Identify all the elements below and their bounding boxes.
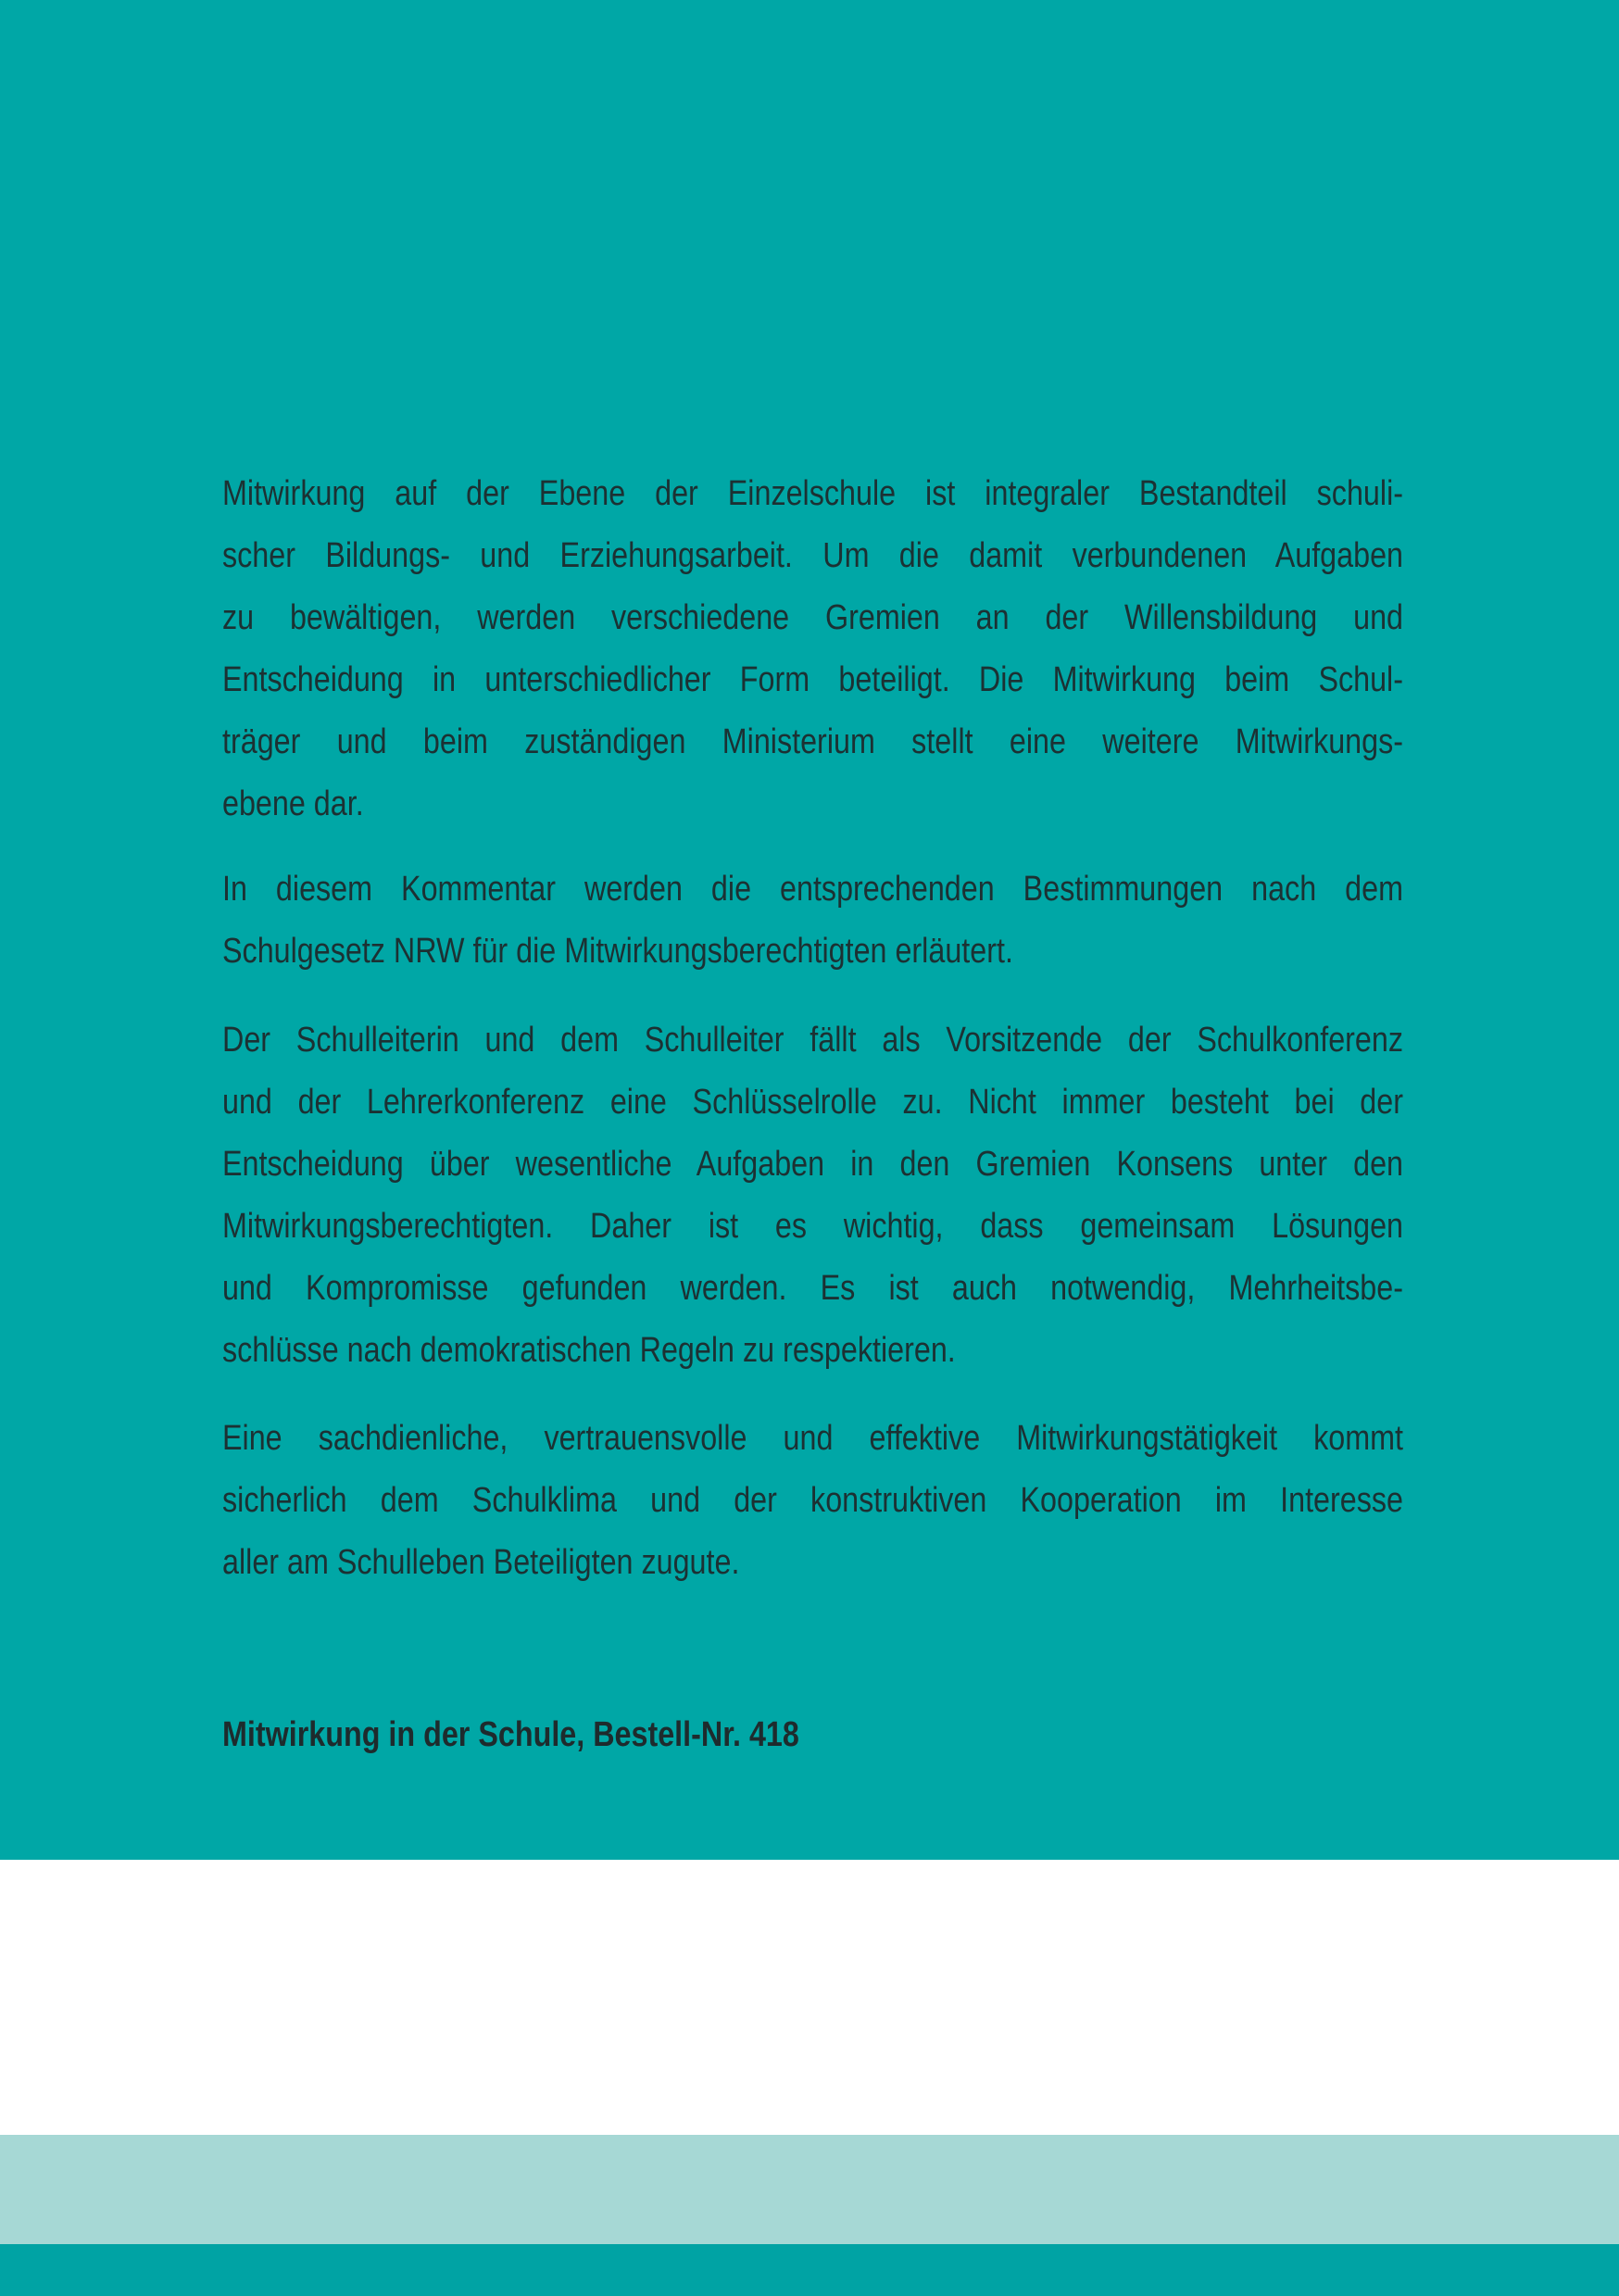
text-line: und der Lehrerkonferenz eine Schlüsselrolle zu. Nicht immer besteht bei der <box>222 1083 1403 1122</box>
text-line: ebene dar. <box>222 784 364 823</box>
text-line: scher Bildungs- und Erziehungsarbeit. Um die damit verbundenen Aufgaben <box>222 536 1403 575</box>
text-line: und Kompromisse gefunden werden. Es ist auch notwendig, Mehrheitsbe- <box>222 1269 1403 1308</box>
paragraph-intro <box>222 463 1403 835</box>
order-number-line: Mitwirkung in der Schule, Bestell-Nr. 418 <box>222 1715 799 1754</box>
text-line: Entscheidung über wesentliche Aufgaben in den Gremien Konsens unter den <box>222 1145 1403 1184</box>
text-line: Schulgesetz NRW für die Mitwirkungsberechtigten erläutert. <box>222 932 1013 971</box>
text-column <box>222 0 1403 1766</box>
text-line: zu bewältigen, werden verschiedene Gremien an der Willensbildung und <box>222 598 1403 637</box>
white-band <box>0 1860 1619 2135</box>
text-line: Der Schulleiterin und dem Schulleiter fällt als Vorsitzende der Schulkonferenz <box>222 1021 1403 1060</box>
text-line: sicherlich dem Schulklima und der konstruktiven Kooperation im Interesse <box>222 1481 1403 1520</box>
text-line: träger und beim zuständigen Ministerium stellt eine weitere Mitwirkungs- <box>222 722 1403 761</box>
text-line: In diesem Kommentar werden die entsprechenden Bestimmungen nach dem <box>222 870 1403 909</box>
light-teal-band <box>0 2135 1619 2244</box>
paragraph-schlusswort <box>222 1408 1403 1594</box>
text-line: aller am Schulleben Beteiligten zugute. <box>222 1543 740 1582</box>
text-line: schlüsse nach demokratischen Regeln zu respektieren. <box>222 1331 956 1370</box>
text-line: Mitwirkung auf der Ebene der Einzelschule ist integraler Bestandteil schuli- <box>222 474 1403 513</box>
text-line: Mitwirkungsberechtigten. Daher ist es wichtig, dass gemeinsam Lösungen <box>222 1207 1403 1246</box>
paragraph-schulleitung <box>222 1010 1403 1382</box>
text-line: Entscheidung in unterschiedlicher Form beteiligt. Die Mitwirkung beim Schul- <box>222 660 1403 699</box>
bottom-teal-band <box>0 2244 1619 2296</box>
paragraph-commentary <box>222 859 1403 983</box>
text-line: Eine sachdienliche, vertrauensvolle und effektive Mitwirkungstätigkeit kommt <box>222 1419 1403 1458</box>
